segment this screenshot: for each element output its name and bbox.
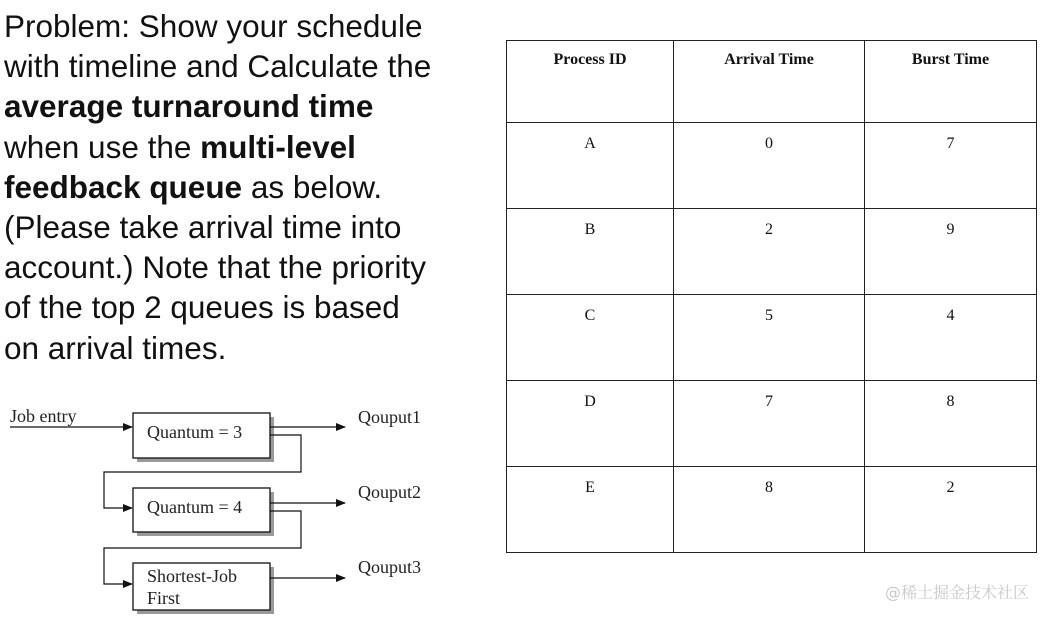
problem-line-5-text: as below. bbox=[242, 168, 383, 205]
cell-burst-time: 4 bbox=[865, 295, 1037, 381]
cell-arrival-time: 0 bbox=[674, 123, 865, 209]
watermark: @稀土掘金技术社区 bbox=[884, 583, 1029, 602]
queue3-label-line2: First bbox=[147, 588, 181, 608]
cell-process-id: E bbox=[507, 467, 674, 553]
cell-arrival-time: 8 bbox=[674, 467, 865, 553]
cell-process-id: A bbox=[507, 123, 674, 209]
problem-statement bbox=[4, 6, 484, 368]
problem-line-4 bbox=[4, 127, 484, 167]
cell-arrival-time: 7 bbox=[674, 381, 865, 467]
queue3-label-line1: Shortest-Job bbox=[147, 566, 237, 586]
bold-average-turnaround: average turnaround time bbox=[4, 88, 374, 125]
header-burst-time: Burst Time bbox=[865, 41, 1037, 123]
cell-process-id: D bbox=[507, 381, 674, 467]
output3-label: Qouput3 bbox=[358, 557, 421, 577]
cell-burst-time: 8 bbox=[865, 381, 1037, 467]
bold-feedback-queue: feedback queue bbox=[4, 168, 243, 205]
queue2-label: Quantum = 4 bbox=[147, 497, 243, 517]
cell-arrival-time: 2 bbox=[674, 209, 865, 295]
process-table bbox=[506, 40, 1037, 553]
mlfq-diagram bbox=[0, 395, 480, 619]
cell-burst-time: 9 bbox=[865, 209, 1037, 295]
cell-burst-time: 7 bbox=[865, 123, 1037, 209]
problem-line-1: Problem: Show your schedule bbox=[4, 8, 423, 44]
problem-line-3 bbox=[4, 86, 484, 126]
cell-burst-time: 2 bbox=[865, 467, 1037, 553]
cell-process-id: B bbox=[507, 209, 674, 295]
problem-line-6: (Please take arrival time into bbox=[4, 209, 402, 246]
problem-line-7: account.) Note that the priority bbox=[4, 249, 426, 286]
table-row bbox=[507, 467, 1037, 553]
problem-line-5 bbox=[4, 167, 484, 207]
problem-line-9: on arrival times. bbox=[4, 329, 227, 366]
problem-line-8: of the top 2 queues is based bbox=[4, 289, 400, 326]
table-row bbox=[507, 381, 1037, 467]
table-row bbox=[507, 123, 1037, 209]
header-process-id: Process ID bbox=[507, 41, 674, 123]
table-row bbox=[507, 209, 1037, 295]
problem-line-2: with timeline and Calculate the bbox=[4, 48, 432, 85]
table-row bbox=[507, 295, 1037, 381]
job-entry-label: Job entry bbox=[10, 406, 77, 426]
output1-label: Qouput1 bbox=[358, 407, 421, 427]
table-header-row bbox=[507, 41, 1037, 123]
output2-label: Qouput2 bbox=[358, 482, 421, 502]
header-arrival-time: Arrival Time bbox=[674, 41, 865, 123]
bold-multi-level: multi-level bbox=[200, 128, 356, 165]
problem-line-4-text: when use the bbox=[4, 128, 201, 165]
cell-arrival-time: 5 bbox=[674, 295, 865, 381]
queue1-label: Quantum = 3 bbox=[147, 422, 243, 442]
cell-process-id: C bbox=[507, 295, 674, 381]
